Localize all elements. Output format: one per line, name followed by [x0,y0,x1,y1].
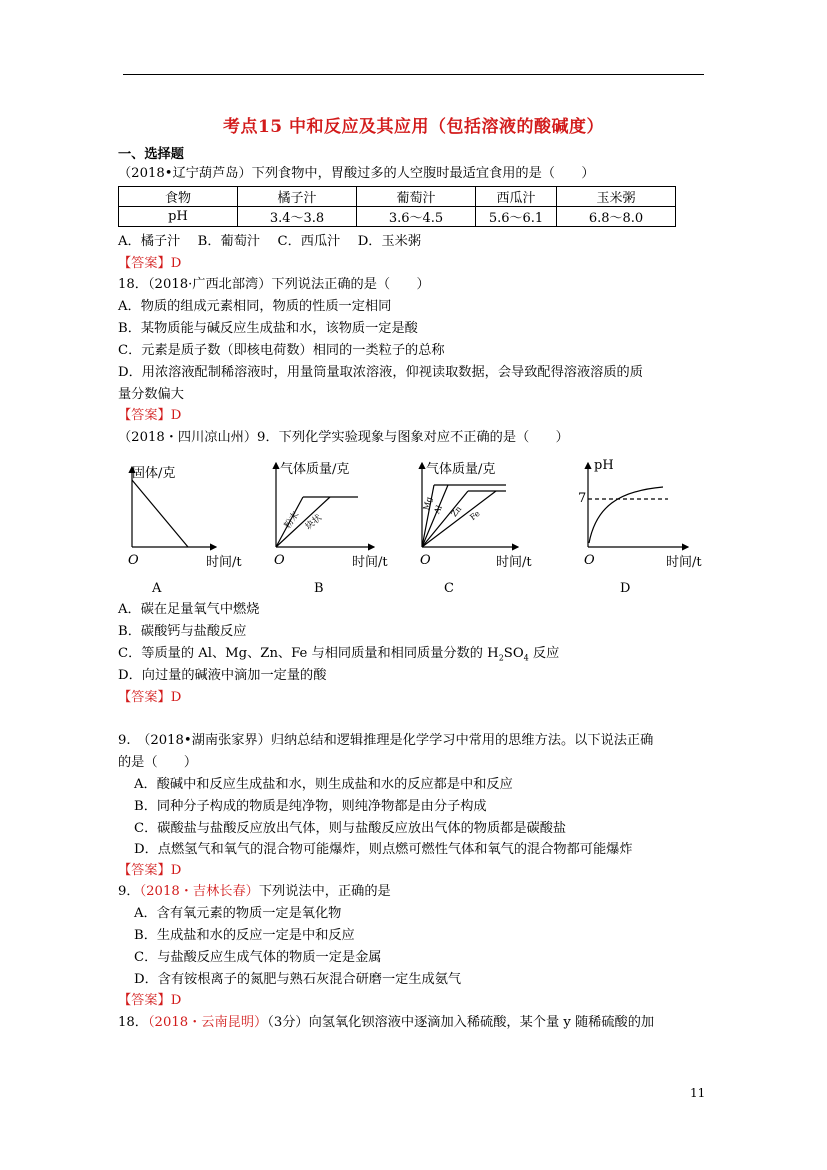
answer-label: 【答案】 [118,256,171,271]
header-rule [123,74,704,75]
q2-option-d-cont: 量分数偏大 [118,387,184,402]
ph-table-value-row [119,207,676,227]
table-cell: 6.8～8.0 [557,207,676,227]
answer-value: D [170,408,182,423]
q2-stem: 18．（2018·广西北部湾）下列说法正确的是（ ） [118,277,430,292]
q2-answer [118,407,181,425]
ph-table [118,186,676,227]
q3-answer [118,689,181,707]
q3-option-b: B．碳酸钙与盐酸反应 [118,624,247,639]
chart-a-xlabel: 时间/t [206,555,242,570]
chart-b-ylabel: 气体质量/克 [280,462,350,477]
chart-d-curve [589,487,663,543]
table-cell: 食物 [119,187,238,207]
q5-stem-text: 下列说法中，正确的是 [258,884,391,899]
q6-stem [118,1014,654,1032]
q4-option-a: A．酸碱中和反应生成盐和水，则生成盐和水的反应都是中和反应 [134,777,513,792]
q6-source: （2018・云南昆明） [147,1015,268,1030]
chart-c-line-label-zn: Zn [449,504,464,519]
answer-value: D [170,256,182,271]
chart-b-origin: O [274,553,285,568]
q5-answer [118,992,181,1010]
q3-option-a: A．碳在足量氧气中燃烧 [118,602,260,617]
table-cell: 葡萄汁 [357,187,476,207]
chart-a-caption: A [152,581,162,596]
q3-option-c [118,645,559,668]
table-cell: 5.6～6.1 [476,207,557,227]
chart-c-origin: O [420,553,431,568]
answer-label: 【答案】 [118,408,171,423]
chart-d-ylabel: pH [594,458,614,473]
q2-option-c: C．元素是质子数（即核电荷数）相同的一类粒子的总称 [118,343,445,358]
q3-option-d: D．向过量的碱液中滴加一定量的酸 [118,668,327,683]
chart-c-ylabel: 气体质量/克 [426,462,496,477]
chart-c-line-label-fe: Fe [468,508,482,523]
q3-option-c-text: C．等质量的 Al、Mg、Zn、Fe 与相同质量和相同质量分数的 H [118,646,499,661]
q1-stem: （2018•辽宁葫芦岛）下列食物中，胃酸过多的人空腹时最适宜食用的是（ ） [118,166,595,181]
chart-c-xlabel: 时间/t [496,555,532,570]
q3-stem: （2018・四川凉山州）9．下列化学实验现象与图象对应不正确的是（ ） [118,430,569,445]
q4-stem: 9. （2018•湖南张家界）归纳总结和逻辑推理是化学学习中常用的思维方法。以下说法正确 [118,733,654,748]
chart-c-line-label-al: Al [432,503,444,516]
section-heading: 一、选择题 [118,147,184,162]
table-cell: 3.6～4.5 [357,207,476,227]
chart-d-xlabel: 时间/t [666,555,702,570]
ph-table-header-row [119,187,676,207]
q4-option-d: D．点燃氢气和氧气的混合物可能爆炸，则点燃可燃性气体和氧气的混合物都可能爆炸 [134,842,633,857]
q5-option-a: A．含有氧元素的物质一定是氧化物 [134,906,342,921]
chart-a-ylabel: 固体/克 [132,466,176,481]
q5-number: 9． [118,884,140,899]
q1-answer [118,255,181,273]
chart-d [588,463,688,547]
chart-c-caption: C [444,581,454,596]
table-cell: 3.4～3.8 [238,207,357,227]
chart-c-line-label-mg: Mg [421,495,434,512]
q3-option-c-text: 反应 [528,646,560,661]
q3-option-c-text: SO [503,646,524,661]
answer-value: D [170,993,182,1008]
q4-answer [118,862,181,880]
q2-option-b: B．某物质能与碱反应生成盐和水，该物质一定是酸 [118,321,418,336]
page-number: 11 [690,1086,706,1100]
q3-option-c-sub: 2 [498,653,504,663]
chart-a-origin: O [128,553,139,568]
q3-charts [118,455,718,605]
q4-option-c: C．碳酸盐与盐酸反应放出气体，则与盐酸反应放出气体的物质都是碳酸盐 [134,821,567,836]
q5-option-b: B．生成盐和水的反应一定是中和反应 [134,928,355,943]
chart-b-caption: B [314,581,324,596]
chart-d-origin: O [584,553,595,568]
answer-label: 【答案】 [118,863,171,878]
q4-stem-cont: 的是（ ） [118,755,198,770]
answer-value: D [170,863,182,878]
q5-stem [118,883,391,901]
chart-b-line-label-powder: 粉末 [282,510,302,531]
q1-options: A．橘子汁 B．葡萄汁 C．西瓜汁 D．玉米粥 [118,234,422,249]
q5-option-d: D．含有铵根离子的氮肥与熟石灰混合研磨一定生成氨气 [134,972,462,987]
answer-label: 【答案】 [118,993,171,1008]
answer-value: D [170,690,182,705]
q6-stem-text: （3分）向氢氧化钡溶液中逐滴加入稀硫酸，某个量 y 随稀硫酸的加 [267,1015,655,1030]
q6-number: 18． [118,1015,148,1030]
chart-b-xlabel: 时间/t [352,555,388,570]
q2-option-a: A．物质的组成元素相同，物质的性质一定相同 [118,299,392,314]
table-cell: pH [119,207,238,227]
q5-source: （2018・吉林长春） [139,884,259,899]
q4-option-b: B．同种分子构成的物质是纯净物，则纯净物都是由分子构成 [134,799,487,814]
table-cell: 玉米粥 [557,187,676,207]
table-cell: 西瓜汁 [476,187,557,207]
chart-a-line [132,480,188,547]
chart-c-line-mg [422,485,434,547]
chart-b-line-label-lump: 块状 [303,513,325,533]
chart-d-caption: D [620,581,631,596]
q3-option-c-sub: 4 [523,653,529,663]
q5-option-c: C．与盐酸反应生成气体的物质一定是金属 [134,950,382,965]
answer-label: 【答案】 [118,690,171,705]
page-title: 考点15 中和反应及其应用（包括溶液的酸碱度） [222,117,605,137]
chart-d-ph7-label: 7 [578,491,587,506]
q2-option-d: D．用浓溶液配制稀溶液时，用量筒量取浓溶液，仰视读取数据，会导致配得溶液溶质的质 [118,365,643,380]
table-cell: 橘子汁 [238,187,357,207]
